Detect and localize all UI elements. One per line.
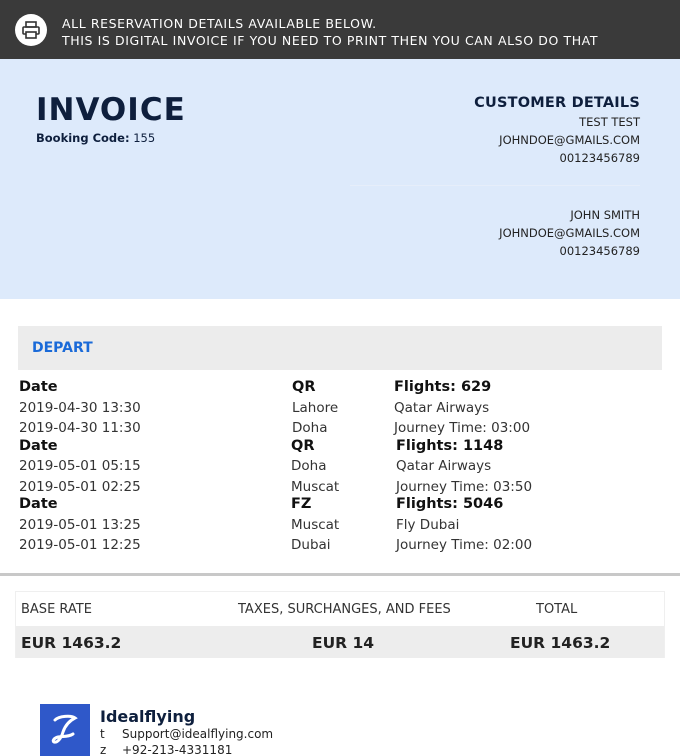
invoice-title: INVOICE (36, 92, 186, 128)
segment-airline-name: Qatar Airways (394, 400, 490, 416)
company-logo (40, 704, 90, 756)
segment-airline-code: QR (292, 379, 316, 395)
taxes-value: EUR 14 (312, 634, 375, 652)
segment-arrival-time: 2019-05-01 12:25 (19, 537, 141, 553)
segment-arrival-city: Muscat (291, 479, 340, 495)
depart-label: DEPART (32, 340, 93, 356)
customer-name: TEST TEST (579, 115, 640, 129)
rates-header-row (16, 592, 664, 626)
base-rate-header: BASE RATE (21, 602, 92, 617)
customer-details (350, 94, 640, 260)
company-name: Idealflying (100, 707, 196, 726)
contact-phone-key: z (100, 743, 107, 756)
segment-arrival-city: Doha (292, 420, 328, 436)
secondary-customer-name: JOHN SMITH (570, 208, 640, 222)
segment-date-header: Date (19, 496, 58, 512)
customer-email: JOHNDOE@GMAILS.COM (499, 133, 640, 147)
segment-flight-number: Flights: 1148 (396, 438, 504, 454)
segment-flight-number: Flights: 629 (394, 379, 492, 395)
segment-departure-city: Doha (291, 458, 327, 474)
segment-journey-time: Journey Time: 02:00 (396, 537, 533, 553)
segment-flight-number: Flights: 5046 (396, 496, 504, 512)
rates-table (15, 591, 665, 658)
segment-departure-time: 2019-04-30 13:30 (19, 400, 141, 416)
segment-arrival-time: 2019-04-30 11:30 (19, 420, 141, 436)
depart-section-header (18, 326, 662, 370)
customer-details-title: CUSTOMER DETAILS (474, 95, 640, 111)
banner-line-1: ALL RESERVATION DETAILS AVAILABLE BELOW. (62, 16, 377, 31)
section-divider (0, 573, 680, 576)
printer-icon (22, 21, 40, 39)
taxes-header: TAXES, SURCHANGES, AND FEES (238, 602, 451, 617)
contact-phone[interactable]: +92-213-4331181 (122, 743, 233, 756)
total-header: TOTAL (536, 602, 578, 617)
segment-departure-time: 2019-05-01 13:25 (19, 517, 141, 533)
segment-arrival-time: 2019-05-01 02:25 (19, 479, 141, 495)
segment-date-header: Date (19, 438, 58, 454)
total-value: EUR 1463.2 (510, 634, 611, 652)
top-banner (0, 0, 680, 59)
segment-airline-code: QR (291, 438, 315, 454)
segment-departure-city: Muscat (291, 517, 340, 533)
segment-date-header: Date (19, 379, 58, 395)
contact-email-row (100, 727, 273, 741)
contact-email-key: t (100, 727, 105, 741)
secondary-customer-email: JOHNDOE@GMAILS.COM (499, 226, 640, 240)
invoice-header (0, 59, 680, 299)
booking-code-value: 155 (133, 131, 156, 145)
contact-phone-row (100, 743, 232, 756)
customer-divider (350, 185, 640, 186)
print-button[interactable] (15, 14, 47, 46)
booking-code-label: Booking Code: (36, 131, 130, 145)
base-rate-value: EUR 1463.2 (21, 634, 122, 652)
segment-journey-time: Journey Time: 03:00 (394, 420, 531, 436)
segment-arrival-city: Dubai (291, 537, 331, 553)
banner-message (62, 15, 598, 49)
segment-departure-city: Lahore (292, 400, 339, 416)
customer-phone: 00123456789 (559, 151, 640, 165)
booking-code (36, 131, 155, 145)
segment-airline-name: Qatar Airways (396, 458, 492, 474)
segment-airline-code: FZ (291, 496, 312, 512)
segment-journey-time: Journey Time: 03:50 (396, 479, 533, 495)
idealflying-logo-icon (49, 712, 81, 748)
banner-line-2: THIS IS DIGITAL INVOICE IF YOU NEED TO PRINT THEN YOU CAN ALSO DO THAT (62, 33, 599, 48)
segment-airline-name: Fly Dubai (396, 517, 460, 533)
rates-value-row (16, 626, 664, 658)
segment-departure-time: 2019-05-01 05:15 (19, 458, 141, 474)
contact-email[interactable]: Support@idealflying.com (122, 727, 274, 741)
secondary-customer-phone: 00123456789 (559, 244, 640, 258)
